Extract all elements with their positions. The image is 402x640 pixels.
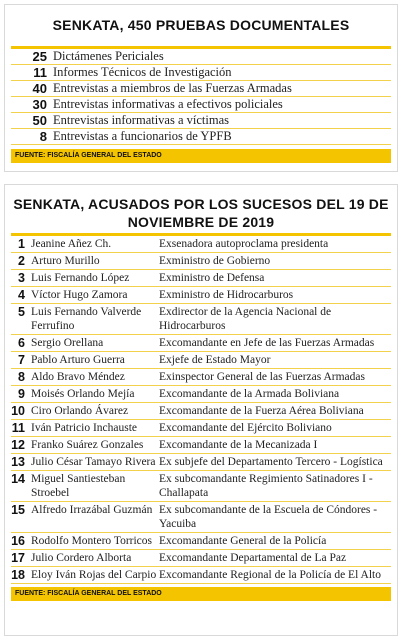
acusado-name: Luis Fernando López <box>31 272 130 284</box>
acusado-role: Exministro de Hidrocarburos <box>159 289 294 301</box>
acusado-row <box>11 236 391 253</box>
acusado-name: Víctor Hugo Zamora <box>31 289 128 301</box>
acusado-role: Excomandante Regional de la Policía de El Alto <box>159 569 381 581</box>
acusado-name: Eloy Iván Rojas del Carpio <box>31 569 157 581</box>
acusado-role: Exjefe de Estado Mayor <box>159 354 271 366</box>
pruebas-label: Dictámenes Periciales <box>53 49 164 63</box>
pruebas-title: SENKATA, 450 PRUEBAS DOCUMENTALES <box>52 17 350 33</box>
pruebas-count: 40 <box>32 81 47 96</box>
acusado-number: 5 <box>18 305 25 319</box>
acusado-role: Exdirector de la Agencia Nacional de Hidrocarburos <box>159 306 332 332</box>
acusado-number: 16 <box>11 534 25 548</box>
acusado-name: Arturo Murillo <box>31 255 100 267</box>
pruebas-row <box>11 49 391 65</box>
acusado-name: Iván Patricio Inchauste <box>31 422 138 434</box>
pruebas-count: 25 <box>32 49 47 64</box>
acusado-row <box>11 352 391 369</box>
pruebas-row <box>11 113 391 129</box>
acusado-name: Julio Cordero Alborta <box>31 552 132 564</box>
acusado-role: Excomandante de la Mecanizada I <box>159 439 318 451</box>
pruebas-count: 30 <box>32 97 47 112</box>
acusado-role: Excomandante Departamental de La Paz <box>159 552 347 564</box>
acusados-panel <box>4 184 398 636</box>
acusado-row <box>11 403 391 420</box>
acusado-number: 15 <box>11 503 25 517</box>
acusado-role: Excomandante de la Fuerza Aérea Boliviana <box>159 405 364 417</box>
acusado-name: Jeanine Añez Ch. <box>31 238 112 250</box>
pruebas-label: Entrevistas informativas a efectivos policiales <box>53 97 283 111</box>
acusado-number: 14 <box>11 472 25 486</box>
acusado-row <box>11 502 391 533</box>
acusado-row <box>11 454 391 471</box>
acusado-name: Rodolfo Montero Torricos <box>31 535 152 547</box>
acusado-row <box>11 304 391 335</box>
pruebas-panel <box>4 4 398 172</box>
acusado-role: Ex subcomandante de la Escuela de Cóndores - Yacuiba <box>159 504 378 530</box>
acusado-number: 13 <box>11 455 25 469</box>
acusado-row <box>11 567 391 584</box>
acusado-row <box>11 471 391 502</box>
pruebas-row <box>11 129 391 145</box>
acusado-number: 4 <box>18 288 25 302</box>
acusado-name: Miguel Santiesteban Stroebel <box>31 473 126 499</box>
acusado-role: Exsenadora autoproclama presidenta <box>159 238 329 250</box>
acusado-row <box>11 253 391 270</box>
acusado-name: Alfredo Irrazábal Guzmán <box>31 504 153 516</box>
pruebas-label: Informes Técnicos de Investigación <box>53 65 232 79</box>
acusado-name: Julio César Tamayo Rivera <box>31 456 156 468</box>
pruebas-row <box>11 65 391 81</box>
acusado-role: Ex subcomandante Regimiento Satinadores I - Challapata <box>159 473 373 499</box>
pruebas-source: FUENTE: FISCALÍA GENERAL DEL ESTADO <box>11 149 391 163</box>
pruebas-count: 8 <box>39 129 47 144</box>
pruebas-label: Entrevistas a miembros de las Fuerzas Armadas <box>53 81 292 95</box>
acusado-number: 8 <box>18 370 25 384</box>
acusado-name: Franko Suárez Gonzales <box>31 439 144 451</box>
acusado-number: 12 <box>11 438 25 452</box>
pruebas-row <box>11 97 391 113</box>
acusado-number: 17 <box>11 551 25 565</box>
acusado-role: Exministro de Defensa <box>159 272 265 284</box>
acusado-number: 11 <box>11 421 25 435</box>
acusado-role: Exinspector General de las Fuerzas Armadas <box>159 371 365 383</box>
acusado-role: Excomandante en Jefe de las Fuerzas Armadas <box>159 337 375 349</box>
acusado-name: Sergio Orellana <box>31 337 104 349</box>
acusado-row <box>11 386 391 403</box>
acusado-row <box>11 420 391 437</box>
acusado-name: Pablo Arturo Guerra <box>31 354 125 366</box>
acusado-number: 2 <box>18 254 25 268</box>
acusado-row <box>11 437 391 454</box>
pruebas-row <box>11 81 391 97</box>
acusado-role: Ex subjefe del Departamento Tercero - Logística <box>159 456 383 468</box>
acusado-name: Luis Fernando Valverde Ferrufino <box>31 306 142 332</box>
acusado-name: Moisés Orlando Mejía <box>31 388 135 400</box>
acusado-number: 10 <box>11 404 25 418</box>
acusado-role: Excomandante del Ejército Boliviano <box>159 422 332 434</box>
acusado-number: 6 <box>18 336 25 350</box>
acusado-role: Excomandante General de la Policía <box>159 535 327 547</box>
acusado-name: Aldo Bravo Méndez <box>31 371 125 383</box>
acusado-row <box>11 369 391 386</box>
acusado-number: 3 <box>18 271 25 285</box>
pruebas-count: 50 <box>32 113 47 128</box>
acusado-role: Excomandante de la Armada Boliviana <box>159 388 340 400</box>
acusado-row <box>11 550 391 567</box>
acusado-row <box>11 533 391 550</box>
acusado-role: Exministro de Gobierno <box>159 255 271 267</box>
pruebas-label: Entrevistas a funcionarios de YPFB <box>53 129 232 143</box>
acusados-list <box>11 236 391 584</box>
acusado-number: 1 <box>18 237 25 251</box>
acusados-title: SENKATA, ACUSADOS POR LOS SUCESOS DEL 19 DE NOVIEMBRE DE 2019 <box>13 196 389 230</box>
acusado-number: 7 <box>18 353 25 367</box>
pruebas-label: Entrevistas informativas a víctimas <box>53 113 229 127</box>
acusado-number: 18 <box>11 568 25 582</box>
acusado-row <box>11 270 391 287</box>
pruebas-list <box>5 49 397 145</box>
acusados-source: FUENTE: FISCALÍA GENERAL DEL ESTADO <box>11 587 391 601</box>
pruebas-count: 11 <box>33 65 47 80</box>
acusado-row <box>11 287 391 304</box>
acusado-number: 9 <box>18 387 25 401</box>
acusado-name: Ciro Orlando Ávarez <box>31 405 129 417</box>
acusado-row <box>11 335 391 352</box>
